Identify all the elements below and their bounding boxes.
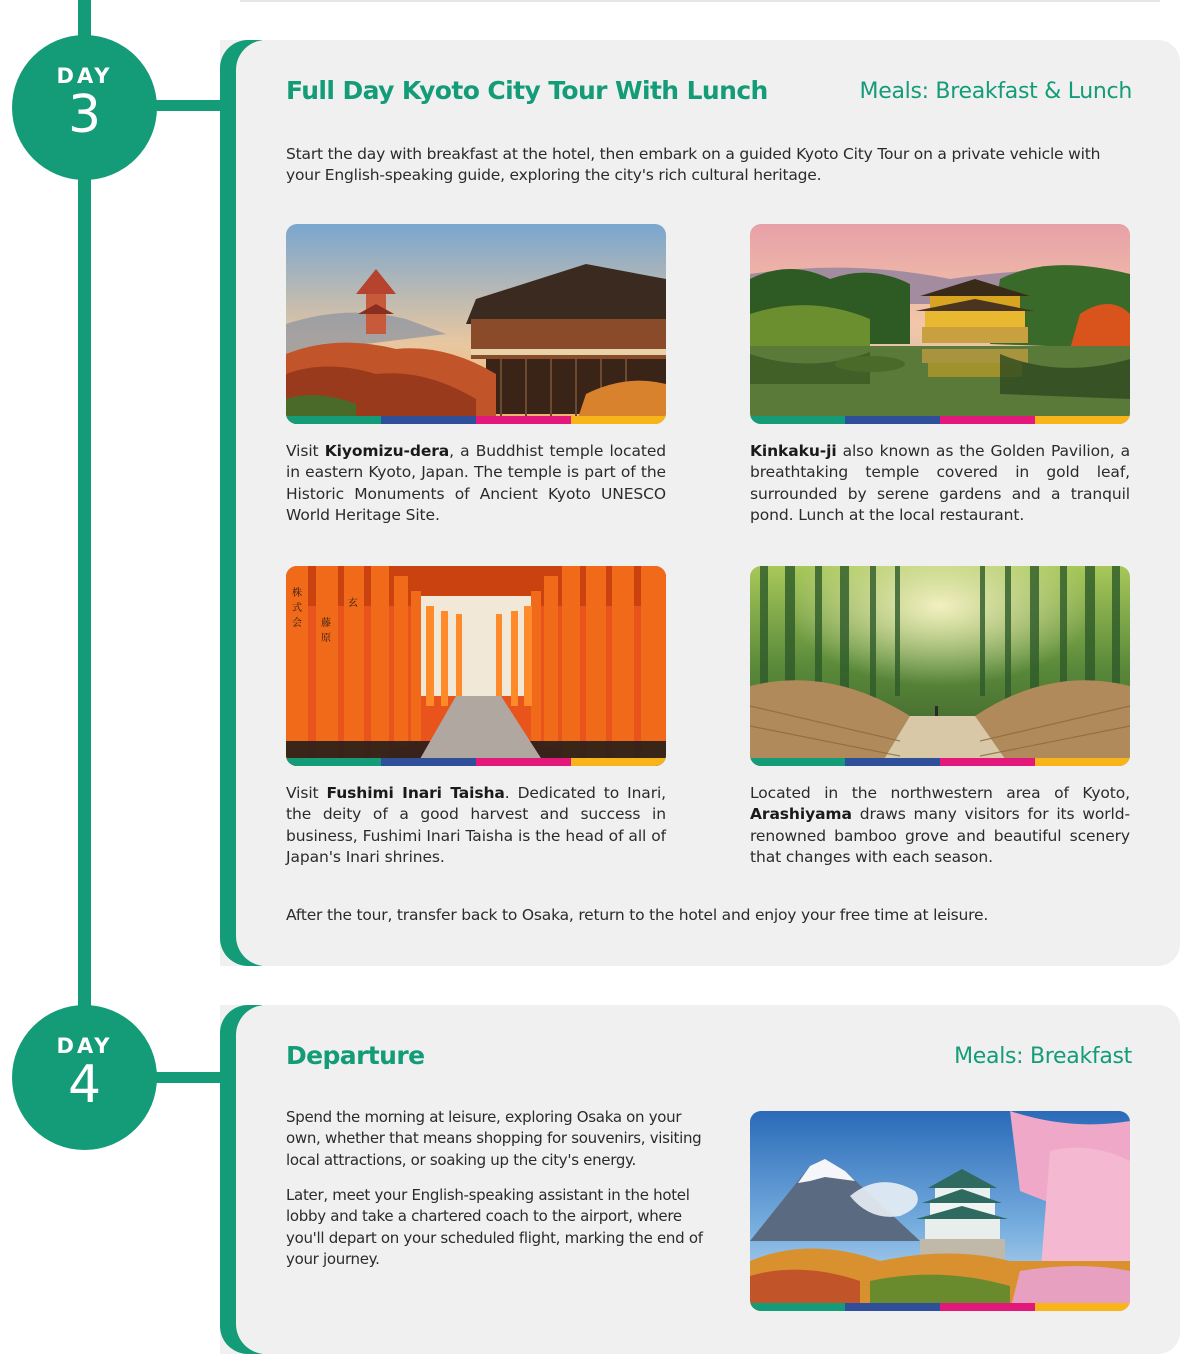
day-number: 4	[67, 1055, 102, 1115]
caption-text: . Dedicated to Inari, the deity of a good harvest and success in business, Fushimi Inari Taisha is the head of all of Japan's Inari shrines.	[286, 784, 667, 866]
kinkaku-ji-image	[750, 224, 1130, 424]
osaka-castle-image	[750, 1111, 1130, 1311]
day-label: DAY	[56, 1034, 113, 1058]
fushimi-inari-caption	[286, 783, 666, 868]
arashiyama-photo	[750, 566, 1130, 766]
day3-badge	[12, 35, 157, 180]
caption-text: Located in the northwestern area of Kyoto,	[750, 784, 1130, 802]
caption-text: , a Buddhist temple located in eastern Kyoto, Japan. The temple is part of the Historic Monuments of Ancient Kyoto UNESCO World Heritage Site.	[286, 442, 667, 524]
svg-text:原: 原	[321, 633, 331, 644]
color-stripe	[750, 416, 1130, 424]
kiyomizu-dera-caption	[286, 441, 666, 526]
previous-card-edge	[240, 0, 1160, 2]
attraction-name: Kiyomizu-dera	[324, 442, 450, 460]
day3-intro: Start the day with breakfast at the hotel, then embark on a guided Kyoto City Tour on a private vehicle with your English-speaking guide, exploring the city's rich cultural heritage.	[286, 145, 1101, 184]
day4-paragraph: Later, meet your English-speaking assistant in the hotel lobby and take a chartered coach to the airport, where you'll depart on your scheduled flight, marking the end of your journey.	[286, 1186, 703, 1268]
day4-meals: Meals: Breakfast	[954, 1044, 1132, 1069]
day-label: DAY	[56, 64, 113, 88]
osaka-castle-photo	[750, 1111, 1130, 1311]
color-stripe	[286, 416, 666, 424]
arashiyama-caption	[750, 783, 1130, 868]
kinkaku-ji-photo	[750, 224, 1130, 424]
fushimi-inari-photo	[286, 566, 666, 766]
color-stripe	[286, 758, 666, 766]
attraction-name: Arashiyama	[750, 805, 852, 824]
caption-text: also known as the Golden Pavilion, a breathtaking temple covered in gold leaf, surrounded by serene gardens and a tranquil pond. Lunch at the local restaurant.	[750, 442, 1130, 524]
caption-text: Visit	[286, 784, 327, 802]
day4-badge	[12, 1005, 157, 1150]
day3-card	[220, 40, 1180, 966]
day-number: 3	[67, 85, 102, 145]
day3-outro: After the tour, transfer back to Osaka, return to the hotel and enjoy your free time at leisure.	[286, 906, 989, 924]
attraction-name: Kinkaku-ji	[750, 442, 837, 460]
svg-text:藤: 藤	[321, 618, 331, 629]
svg-text:玄: 玄	[348, 598, 358, 609]
day4-card	[220, 1005, 1180, 1354]
day4-paragraph: Spend the morning at leisure, exploring Osaka on your own, whether that means shopping for souvenirs, visiting local attractions, or soaking up the city's energy.	[286, 1108, 702, 1169]
day3-meals: Meals: Breakfast & Lunch	[859, 79, 1132, 104]
arashiyama-image	[750, 566, 1130, 766]
attraction-name: Fushimi Inari Taisha	[326, 784, 505, 802]
kinkaku-ji-caption	[750, 441, 1130, 526]
kiyomizu-dera-image	[286, 224, 666, 424]
svg-text:会: 会	[292, 618, 302, 629]
color-stripe	[750, 758, 1130, 766]
kiyomizu-dera-photo	[286, 224, 666, 424]
caption-text: draws many visitors for its world-renowned bamboo grove and beautiful scenery that changes with each season.	[750, 805, 1130, 866]
svg-text:式: 式	[292, 603, 302, 614]
color-stripe	[750, 1303, 1130, 1311]
day3-title: Full Day Kyoto City Tour With Lunch	[286, 76, 768, 105]
day4-title: Departure	[286, 1041, 425, 1070]
caption-text: Visit	[286, 442, 325, 460]
fushimi-inari-image	[286, 566, 666, 766]
svg-text:株: 株	[292, 588, 302, 599]
